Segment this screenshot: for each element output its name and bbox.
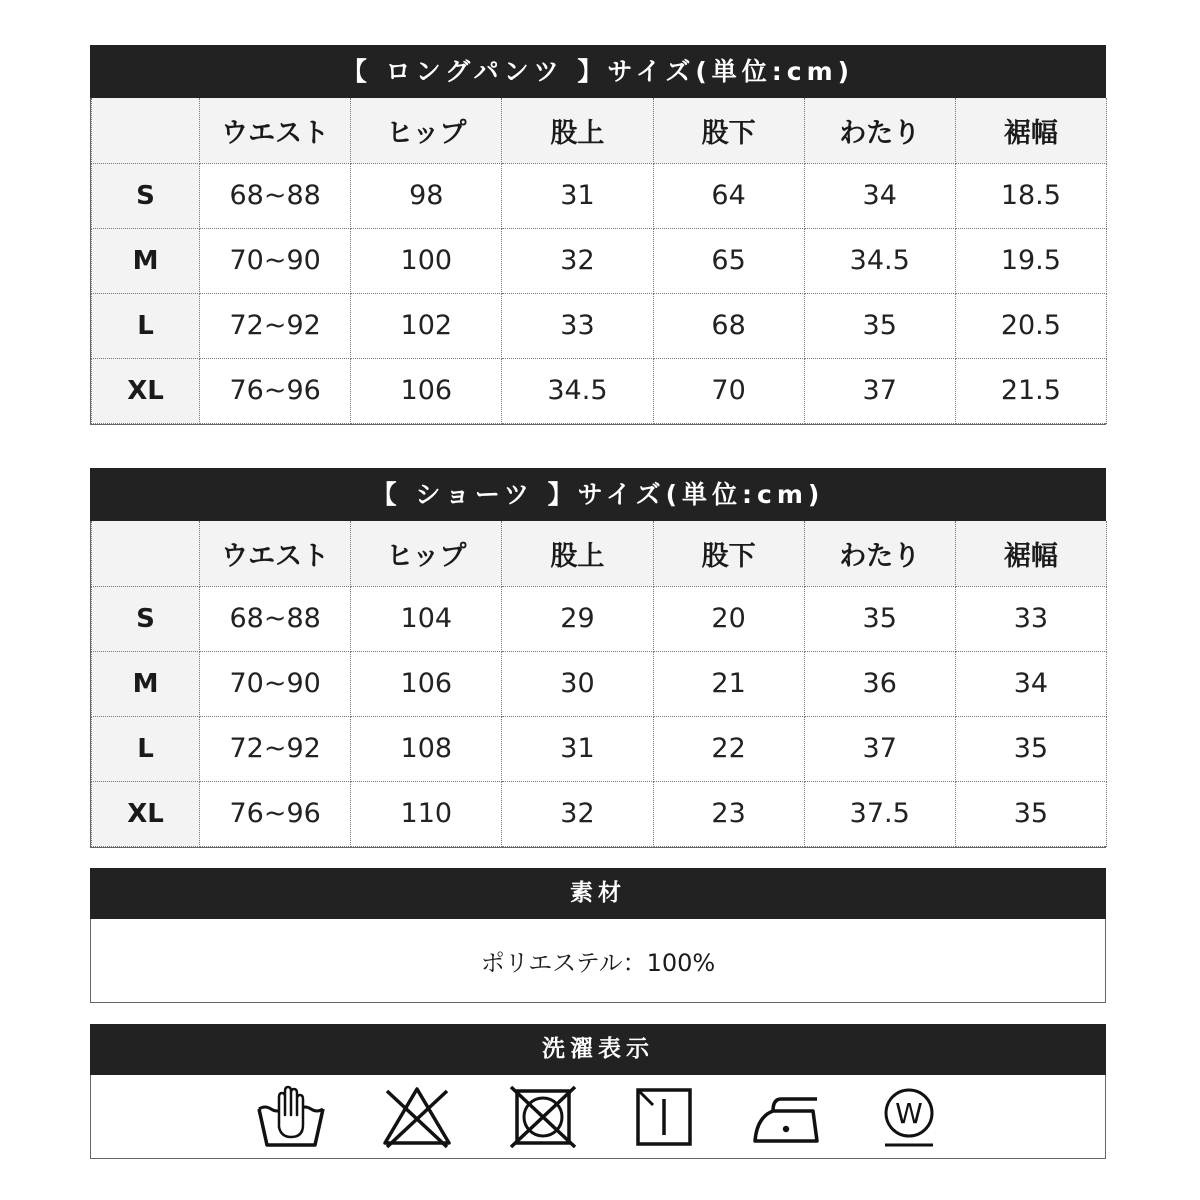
measurement-cell: 35 — [804, 293, 955, 358]
measurement-cell: 34 — [804, 163, 955, 228]
measurement-cell: 68~88 — [200, 163, 351, 228]
measurement-cell: 64 — [653, 163, 804, 228]
measurement-cell: 21.5 — [955, 358, 1106, 423]
measurement-cell: 108 — [351, 716, 502, 781]
shorts-size-table — [91, 521, 1107, 847]
column-header: 股上 — [502, 98, 653, 163]
size-label: L — [92, 716, 200, 781]
measurement-cell: 72~92 — [200, 293, 351, 358]
corner-cell — [92, 521, 200, 586]
measurement-cell: 104 — [351, 586, 502, 651]
size-label: S — [92, 586, 200, 651]
measurement-cell: 30 — [502, 651, 653, 716]
size-label: M — [92, 228, 200, 293]
column-header: ウエスト — [200, 521, 351, 586]
column-header: 裾幅 — [955, 98, 1106, 163]
measurement-cell: 68~88 — [200, 586, 351, 651]
long-pants-table-frame — [90, 98, 1106, 425]
measurement-cell: 34.5 — [502, 358, 653, 423]
size-label: S — [92, 163, 200, 228]
measurement-cell: 106 — [351, 651, 502, 716]
measurement-cell: 68 — [653, 293, 804, 358]
column-header: 股上 — [502, 521, 653, 586]
measurement-cell: 102 — [351, 293, 502, 358]
size-label: XL — [92, 358, 200, 423]
measurement-cell: 65 — [653, 228, 804, 293]
table-row — [92, 163, 1107, 228]
material-text: ポリエステル：100% — [480, 949, 716, 977]
measurement-cell: 29 — [502, 586, 653, 651]
measurement-cell: 37.5 — [804, 781, 955, 846]
care-section — [90, 1024, 1106, 1159]
column-header: ウエスト — [200, 98, 351, 163]
table-row — [92, 651, 1107, 716]
measurement-cell: 98 — [351, 163, 502, 228]
shorts-section — [90, 468, 1106, 848]
size-label: L — [92, 293, 200, 358]
measurement-cell: 18.5 — [955, 163, 1106, 228]
care-title: 洗濯表示 — [90, 1024, 1106, 1075]
measurement-cell: 34 — [955, 651, 1106, 716]
measurement-cell: 21 — [653, 651, 804, 716]
table-row — [92, 228, 1107, 293]
measurement-cell: 72~92 — [200, 716, 351, 781]
size-label: M — [92, 651, 200, 716]
column-header: 裾幅 — [955, 521, 1106, 586]
measurement-cell: 20 — [653, 586, 804, 651]
measurement-cell: 110 — [351, 781, 502, 846]
measurement-cell: 33 — [502, 293, 653, 358]
measurement-cell: 70~90 — [200, 228, 351, 293]
table-row — [92, 586, 1107, 651]
wet-clean-icon — [877, 1085, 941, 1149]
measurement-cell: 34.5 — [804, 228, 955, 293]
table-row — [92, 716, 1107, 781]
wet-clean-letter: W — [895, 1096, 923, 1130]
no-bleach-icon — [381, 1085, 453, 1149]
shorts-title: 【 ショーツ 】サイズ(単位:cm) — [90, 468, 1106, 521]
measurement-cell: 70 — [653, 358, 804, 423]
table-row — [92, 293, 1107, 358]
measurement-cell: 32 — [502, 228, 653, 293]
long-pants-size-table — [91, 98, 1107, 424]
measurement-cell: 37 — [804, 716, 955, 781]
measurement-cell: 106 — [351, 358, 502, 423]
table-row — [92, 358, 1107, 423]
measurement-cell: 23 — [653, 781, 804, 846]
size-label: XL — [92, 781, 200, 846]
measurement-cell: 76~96 — [200, 358, 351, 423]
material-title: 素材 — [90, 868, 1106, 919]
hand-wash-icon — [255, 1085, 327, 1149]
long-pants-section — [90, 45, 1106, 425]
measurement-cell: 37 — [804, 358, 955, 423]
line-dry-shade-icon — [633, 1085, 697, 1149]
measurement-cell: 22 — [653, 716, 804, 781]
measurement-cell: 36 — [804, 651, 955, 716]
table-row — [92, 781, 1107, 846]
long-pants-title: 【 ロングパンツ 】サイズ(単位:cm) — [90, 45, 1106, 98]
measurement-cell: 35 — [955, 781, 1106, 846]
column-header: 股下 — [653, 98, 804, 163]
measurement-cell: 35 — [804, 586, 955, 651]
measurement-cell: 33 — [955, 586, 1106, 651]
care-symbols — [90, 1075, 1106, 1159]
corner-cell — [92, 98, 200, 163]
column-header: 股下 — [653, 521, 804, 586]
column-header: ヒップ — [351, 98, 502, 163]
column-header: ヒップ — [351, 521, 502, 586]
measurement-cell: 32 — [502, 781, 653, 846]
table-header-row — [92, 98, 1107, 163]
measurement-cell: 35 — [955, 716, 1106, 781]
column-header: わたり — [804, 521, 955, 586]
table-header-row — [92, 521, 1107, 586]
material-section — [90, 868, 1106, 1003]
measurement-cell: 76~96 — [200, 781, 351, 846]
measurement-cell: 31 — [502, 163, 653, 228]
measurement-cell: 19.5 — [955, 228, 1106, 293]
no-tumble-dry-icon — [507, 1085, 579, 1149]
column-header: わたり — [804, 98, 955, 163]
measurement-cell: 20.5 — [955, 293, 1106, 358]
measurement-cell: 100 — [351, 228, 502, 293]
material-content — [90, 919, 1106, 1003]
measurement-cell: 31 — [502, 716, 653, 781]
shorts-table-frame — [90, 521, 1106, 848]
low-iron-icon — [751, 1085, 823, 1149]
measurement-cell: 70~90 — [200, 651, 351, 716]
